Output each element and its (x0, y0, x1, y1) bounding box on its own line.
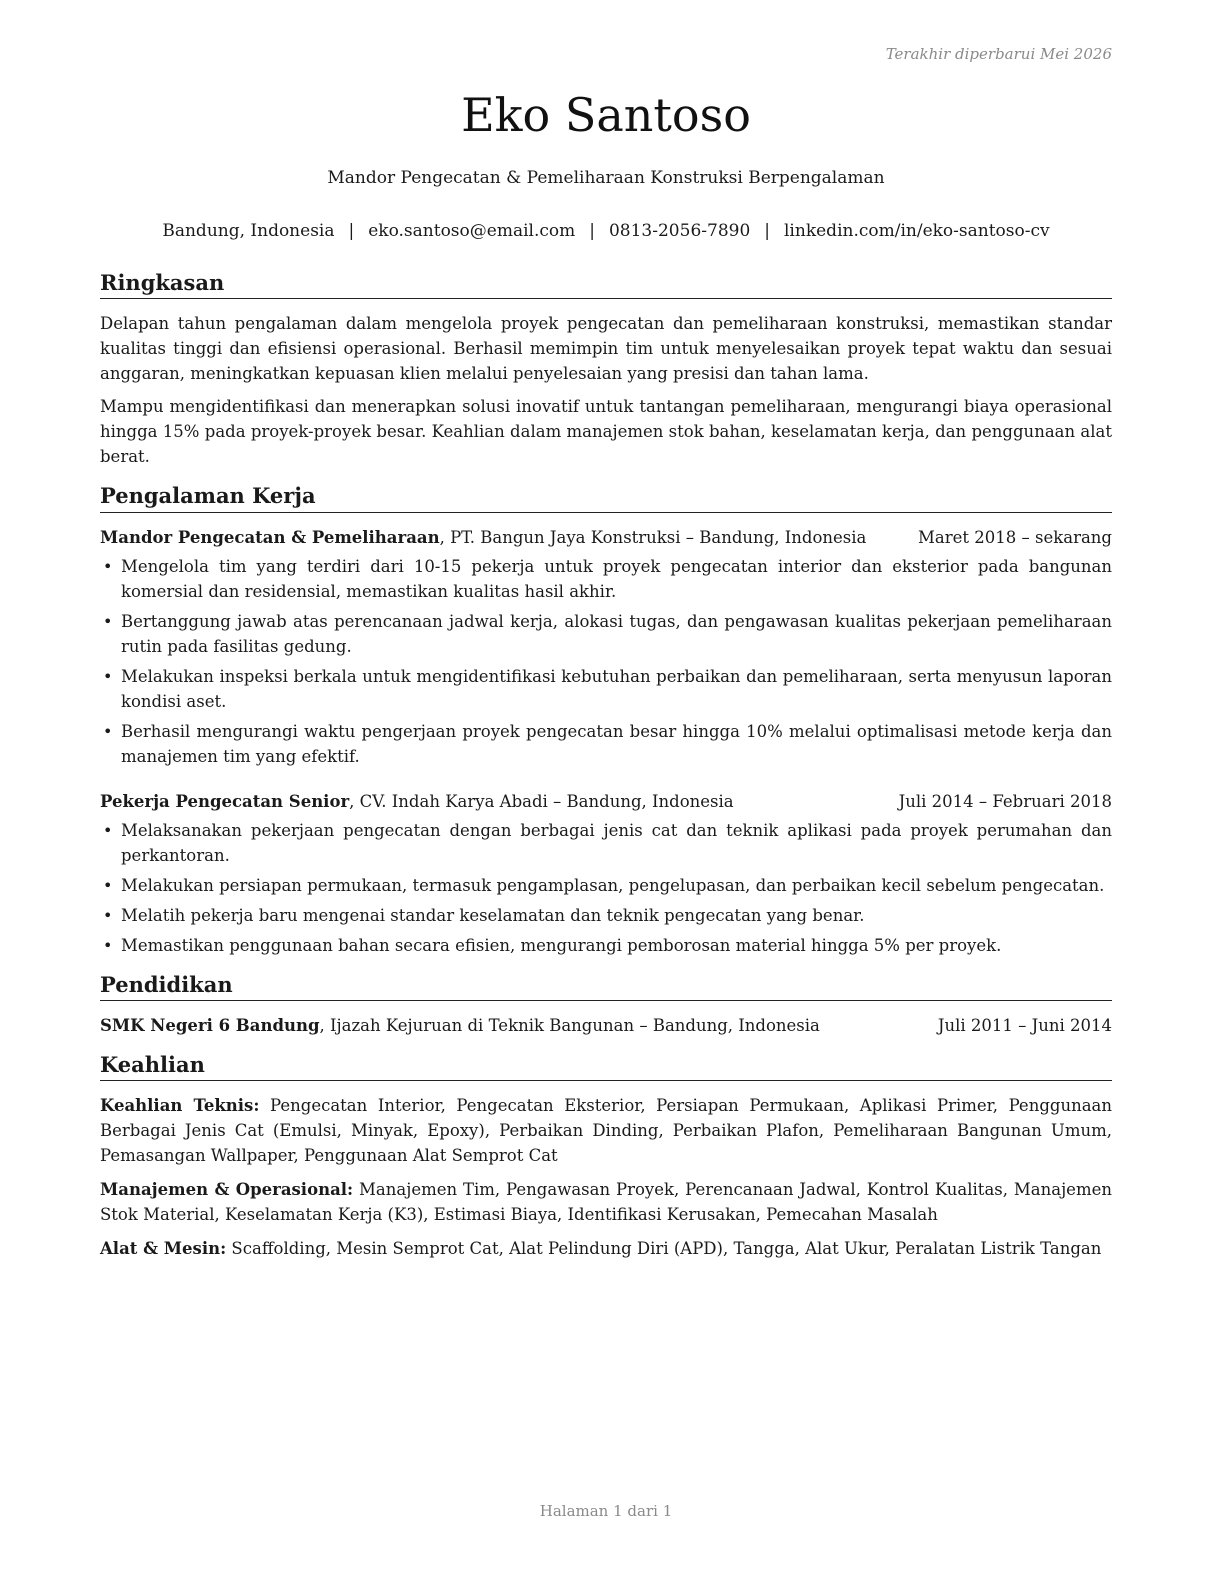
contact-linkedin[interactable]: linkedin.com/in/eko-santoso-cv (784, 221, 1050, 241)
contact-phone: 0813-2056-7890 (608, 221, 751, 241)
summary-heading: Ringkasan (100, 270, 1112, 299)
job-bullet: • Berhasil mengurangi waktu pengerjaan proyek pengecatan besar hingga 10% melalui optimalisasi metode kerja dan manajemen tim yang efektif. (100, 719, 1112, 769)
experience-section (100, 483, 1112, 957)
page-number: Halaman 1 dari 1 (539, 1502, 673, 1520)
summary-paragraph: Mampu mengidentifikasi dan menerapkan solusi inovatif untuk tantangan pemeliharaan, mengurangi biaya operasional hingga 15% pada proyek-proyek besar. Keahlian dalam manajemen stok bahan, keselamatan kerja, dan penggunaan alat berat. (100, 397, 1112, 467)
education-section (100, 972, 1112, 1038)
job-header (100, 525, 1112, 550)
skill-group (100, 1093, 1112, 1168)
skill-group-text: Scaffolding, Mesin Semprot Cat, Alat Pelindung Diri (APD), Tangga, Alat Ukur, Peralatan Listrik Tangan (226, 1239, 1102, 1258)
skill-group-text: Manajemen Tim, Pengawasan Proyek, Perencanaan Jadwal, Kontrol Kualitas, Manajemen Stok Material, Keselamatan Kerja (K3), Estimasi Biaya, Identifikasi Kerusakan, Pemecahan Masalah (100, 1180, 1112, 1224)
education-school: SMK Negeri 6 Bandung (100, 1015, 320, 1035)
job-bullet: • Melakukan inspeksi berkala untuk mengidentifikasi kebutuhan perbaikan dan pemeliharaan, serta menyusun laporan kondisi aset. (100, 664, 1112, 714)
education-dates: Juli 2011 – Juni 2014 (937, 1015, 1112, 1035)
contact-email[interactable]: eko.santoso@email.com (368, 221, 576, 241)
skill-group (100, 1177, 1112, 1227)
education-heading: Pendidikan (100, 972, 1112, 1001)
job-organization: , PT. Bangun Jaya Konstruksi – Bandung, Indonesia (439, 527, 867, 547)
education-line (100, 1013, 820, 1038)
job-dates: Maret 2018 – sekarang (918, 527, 1112, 547)
summary-section (100, 270, 1112, 469)
candidate-headline: Mandor Pengecatan & Pemeliharaan Konstruksi Berpengalaman (327, 168, 885, 188)
job-title: Pekerja Pengecatan Senior (100, 791, 350, 811)
last-updated-note: Terakhir diperbarui Mei 2026 (885, 45, 1112, 63)
job-header (100, 789, 1112, 814)
education-detail: , Ijazah Kejuruan di Teknik Bangunan – Bandung, Indonesia (319, 1015, 820, 1035)
job-title: Mandor Pengecatan & Pemeliharaan (100, 527, 440, 547)
skill-group-label: Alat & Mesin: (100, 1239, 227, 1258)
job-entry (100, 525, 1112, 769)
experience-heading: Pengalaman Kerja (100, 483, 1112, 512)
job-bullet-list (100, 554, 1112, 769)
job-title-line (100, 789, 734, 814)
job-title-line (100, 525, 866, 550)
candidate-name: Eko Santoso (461, 88, 751, 142)
job-dates: Juli 2014 – Februari 2018 (898, 791, 1112, 811)
skill-group (100, 1236, 1112, 1261)
job-bullet-list (100, 818, 1112, 958)
contact-location: Bandung, Indonesia (162, 221, 335, 241)
skill-group-label: Keahlian Teknis: (100, 1096, 260, 1115)
resume-content (100, 270, 1112, 1275)
job-bullet: • Memastikan penggunaan bahan secara efisien, mengurangi pemborosan material hingga 5% per proyek. (100, 933, 1112, 958)
skills-heading: Keahlian (100, 1052, 1112, 1081)
job-bullet: • Melaksanakan pekerjaan pengecatan dengan berbagai jenis cat dan teknik aplikasi pada proyek perumahan dan perkantoran. (100, 818, 1112, 868)
job-bullet: • Melakukan persiapan permukaan, termasuk pengamplasan, pengelupasan, dan perbaikan kecil sebelum pengecatan. (100, 873, 1112, 898)
skill-group-text: Pengecatan Interior, Pengecatan Eksterior, Persiapan Permukaan, Aplikasi Primer, Penggunaan Berbagai Jenis Cat (Emulsi, Minyak, Epoxy), Perbaikan Dinding, Perbaikan Plafon, Pemeliharaan Bangunan Umum, Pemasangan Wallpaper, Penggunaan Alat Semprot Cat (100, 1096, 1112, 1165)
summary-paragraph: Delapan tahun pengalaman dalam mengelola proyek pengecatan dan pemeliharaan konstruksi, memastikan standar kualitas tinggi dan efisiensi operasional. Berhasil memimpin tim untuk menyelesaikan proyek tepat waktu dan sesuai anggaran, meningkatkan kepuasan klien melalui penyelesaian yang presisi dan tahan lama. (100, 314, 1112, 384)
job-bullet: • Mengelola tim yang terdiri dari 10-15 pekerja untuk proyek pengecatan interior dan eksterior pada bangunan komersial dan residensial, memastikan kualitas hasil akhir. (100, 554, 1112, 604)
job-bullet: • Melatih pekerja baru mengenai standar keselamatan dan teknik pengecatan yang benar. (100, 903, 1112, 928)
skills-section (100, 1052, 1112, 1261)
contact-line (100, 221, 1112, 241)
job-organization: , CV. Indah Karya Abadi – Bandung, Indonesia (349, 791, 734, 811)
contact-separator: | (348, 221, 355, 241)
contact-separator: | (764, 221, 770, 241)
education-entry (100, 1013, 1112, 1038)
resume-page (100, 0, 1112, 1584)
job-bullet: • Bertanggung jawab atas perencanaan jadwal kerja, alokasi tugas, dan pengawasan kualitas pekerjaan pemeliharaan rutin pada fasilitas gedung. (100, 609, 1112, 659)
skill-group-label: Manajemen & Operasional: (100, 1180, 354, 1199)
job-entry (100, 789, 1112, 958)
contact-separator: | (589, 221, 595, 241)
